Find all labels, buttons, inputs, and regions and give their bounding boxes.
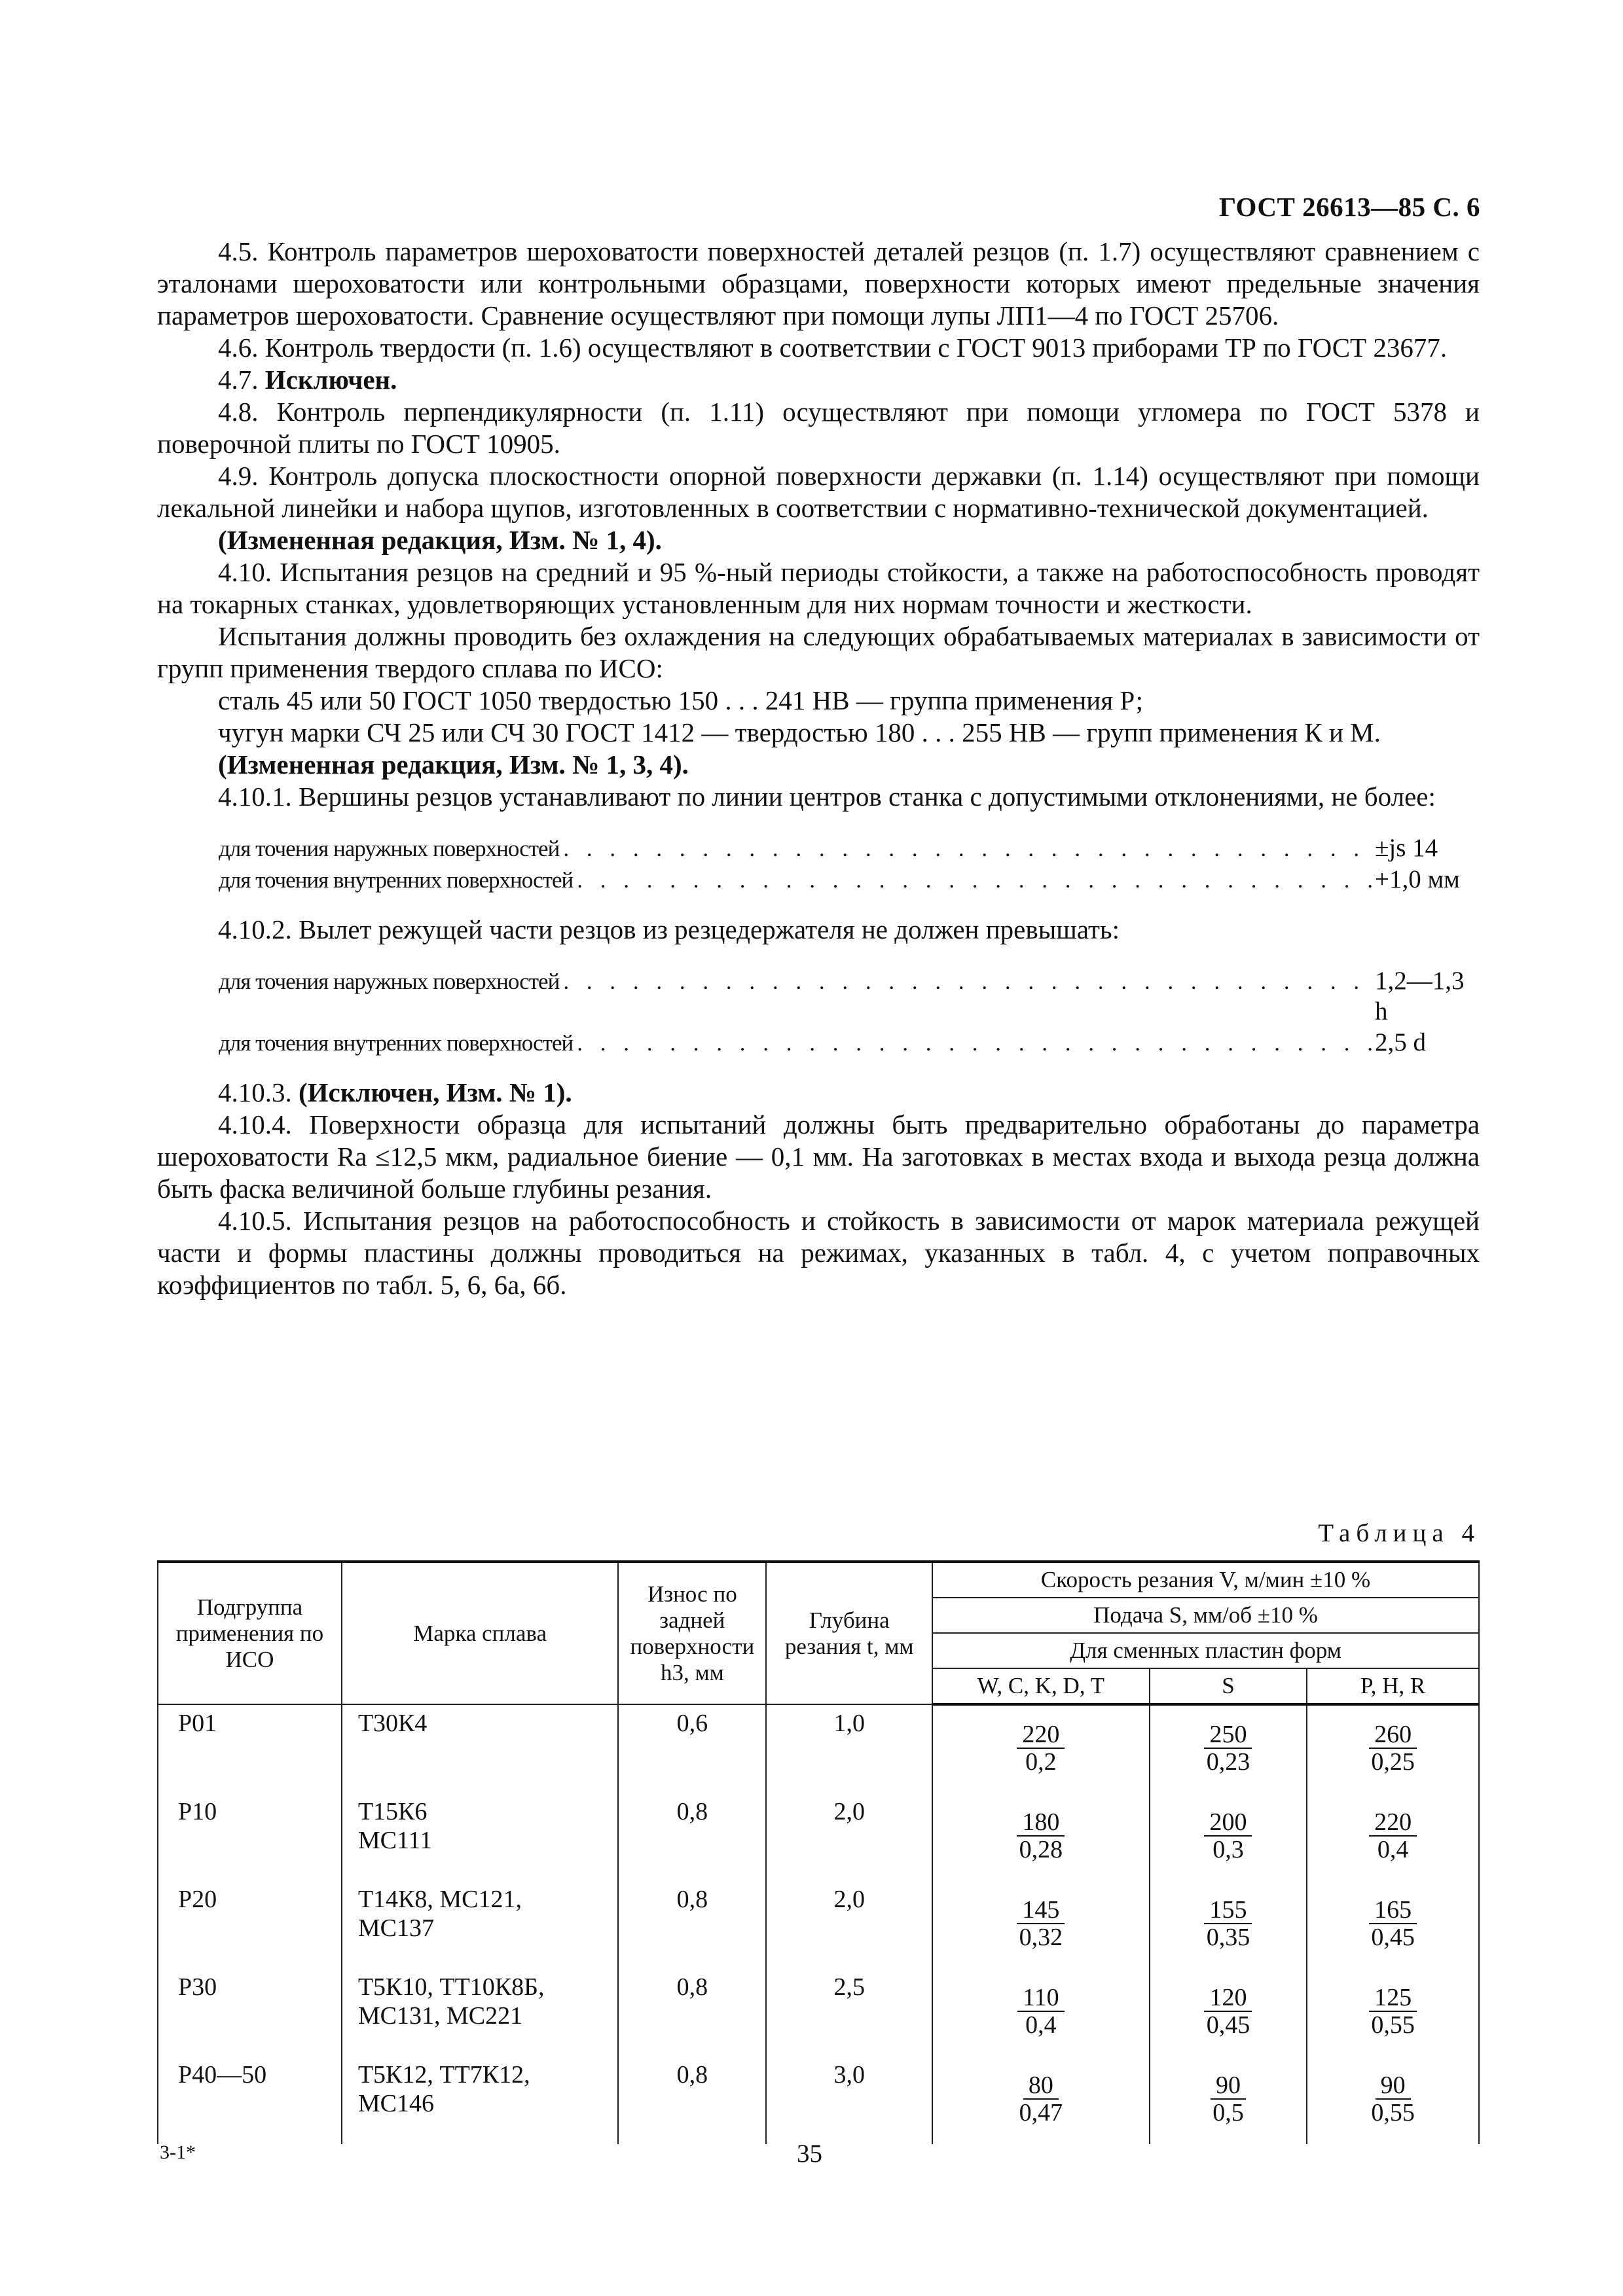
paragraph-4-10-3-status: (Исключен, Изм. № 1). (299, 1077, 572, 1107)
cell-subgroup: Р30 (158, 1969, 342, 2056)
paragraph-4-10-4: 4.10.4. Поверхности образца для испытаний должны быть предварительно обработаны до параметра шероховатости Ra ≤12,5 мкм, радиальное биение — 0,1 мм. На заготовках в местах входа и выхода резца должна быть фаска величиной больше глубины резания. (157, 1109, 1480, 1204)
cell-subgroup: Р01 (158, 1704, 342, 1793)
amendment-note-2 (157, 749, 1480, 781)
table-row (158, 1793, 1479, 1881)
cell-speed-feed (1150, 1793, 1307, 1881)
feed-value: 0,23 (1206, 1748, 1250, 1776)
speed-value: 110 (1017, 1984, 1065, 2012)
feed-value: 0,47 (1019, 2099, 1063, 2126)
header-subgroup: Подгруппа применения по ИСО (158, 1562, 342, 1704)
cell-speed-feed (932, 1881, 1150, 1969)
feed-value: 0,3 (1213, 1836, 1244, 1863)
paragraph-4-5: 4.5. Контроль параметров шероховатости поверхностей деталей резцов (п. 1.7) осуществляют сравнением с эталонами шероховатости или контрольными образцами, поверхности которых имеют предельные значения параметров шероховатости. Сравнение осуществляют при помощи лупы ЛП1—4 по ГОСТ 25706. (157, 236, 1480, 331)
speed-feed-fraction (1211, 2072, 1246, 2126)
overhang-list (219, 965, 1480, 1058)
speed-feed-fraction (1369, 1721, 1417, 1775)
cell-speed-feed (932, 2056, 1150, 2144)
speed-feed-fraction (1204, 1897, 1252, 1950)
paragraph-4-10-3-number: 4.10.3. (218, 1077, 292, 1107)
tolerance-value: ±js 14 (1375, 834, 1438, 862)
feed-value: 0,55 (1371, 2099, 1415, 2126)
header-form-s: S (1150, 1668, 1307, 1704)
document-header: ГОСТ 26613—85 С. 6 (1218, 192, 1480, 222)
cell-grade: Т30К4 (342, 1704, 619, 1793)
paragraph-4-10-cast-iron: чугун марки СЧ 25 или СЧ 30 ГОСТ 1412 — твердостью 180 . . . 255 НВ — групп применения К и М. (218, 717, 1381, 747)
cell-wear: 0,8 (618, 1793, 766, 1881)
overhang-value: 2,5 d (1375, 1028, 1426, 1056)
table-row (158, 1969, 1479, 2056)
speed-feed-fraction (1019, 2072, 1063, 2126)
speed-feed-fraction (1369, 1809, 1417, 1863)
cell-grade: Т14К8, МС121, МС137 (342, 1881, 619, 1969)
cell-depth: 1,0 (766, 1704, 932, 1793)
speed-feed-fraction (1204, 1984, 1252, 2038)
header-form-phr: P, H, R (1307, 1668, 1479, 1704)
header-speed: Скорость резания V, м/мин ±10 % (932, 1562, 1479, 1598)
cell-wear: 0,6 (618, 1704, 766, 1793)
speed-value: 220 (1369, 1809, 1417, 1837)
tolerance-value: +1,0 мм (1375, 865, 1460, 893)
table-row (158, 1704, 1479, 1793)
paragraph-4-10: 4.10. Испытания резцов на средний и 95 %-ный периоды стойкости, а также на работоспособность проводят на токарных станках, удовлетворяющих установленным для них нормам точности и жесткости. (157, 557, 1480, 619)
feed-value: 0,55 (1371, 2011, 1415, 2039)
cell-depth: 2,5 (766, 1969, 932, 2056)
speed-value: 200 (1204, 1809, 1252, 1837)
cell-grade: Т15К6 МС111 (342, 1793, 619, 1881)
header-feed: Подача S, мм/об ±10 % (932, 1598, 1479, 1633)
feed-value: 0,5 (1213, 2099, 1244, 2126)
cell-speed-feed (1150, 1704, 1307, 1793)
cell-depth: 2,0 (766, 1881, 932, 1969)
speed-value: 165 (1369, 1897, 1417, 1924)
page-number: 35 (797, 2140, 822, 2168)
speed-value: 180 (1017, 1809, 1065, 1837)
table-row (158, 1881, 1479, 1969)
speed-feed-fraction (1369, 1984, 1417, 2038)
overhang-value: 1,2—1,3 h (1375, 967, 1465, 1026)
amendment-note-1 (157, 524, 1480, 556)
paragraph-4-10-steel: сталь 45 или 50 ГОСТ 1050 твердостью 150 . . . 241 НВ — группа применения Р; (218, 685, 1144, 715)
tolerance-label: для точения внутренних поверхностей (219, 867, 574, 893)
table-body (158, 1704, 1479, 2144)
feed-value: 0,45 (1371, 1924, 1415, 1951)
feed-value: 0,2 (1025, 1748, 1057, 1776)
cell-speed-feed (1307, 1704, 1479, 1793)
leader-dots (573, 865, 1375, 895)
speed-value: 145 (1017, 1897, 1065, 1924)
cell-subgroup: Р10 (158, 1793, 342, 1881)
paragraph-4-10-1: 4.10.1. Вершины резцов устанавливают по линии центров станка с допустимыми отклонениями, не более: (218, 781, 1436, 812)
leader-dots (573, 1028, 1375, 1058)
speed-feed-fraction (1017, 1809, 1065, 1863)
header-depth: Глубина резания t, мм (766, 1562, 932, 1704)
cell-depth: 2,0 (766, 1793, 932, 1881)
cell-speed-feed (1307, 1793, 1479, 1881)
tolerance-label: для точения наружных поверхностей (219, 836, 560, 861)
feed-value: 0,4 (1025, 2011, 1057, 2039)
cell-depth: 3,0 (766, 2056, 932, 2144)
paragraph-4-9: 4.9. Контроль допуска плоскостности опорной поверхности державки (п. 1.14) осуществляют при помощи лекальной линейки и набора щупов, изготовленных в соответствии с нормативно-технической документацией. (157, 461, 1480, 523)
cell-speed-feed (932, 1793, 1150, 1881)
overhang-label: для точения внутренних поверхностей (219, 1030, 574, 1056)
cell-grade: Т5К12, ТТ7К12, МС146 (342, 2056, 619, 2144)
cell-wear: 0,8 (618, 2056, 766, 2144)
cutting-modes-table (157, 1560, 1480, 2144)
cell-speed-feed (1307, 1881, 1479, 1969)
paragraph-4-8: 4.8. Контроль перпендикулярности (п. 1.11) осуществляют при помощи угломера по ГОСТ 5378 и поверочной плиты по ГОСТ 10905. (157, 397, 1480, 459)
overhang-row (219, 1027, 1480, 1058)
header-form-wckdt: W, C, K, D, T (932, 1668, 1150, 1704)
cell-speed-feed (1150, 2056, 1307, 2144)
leader-dots (559, 833, 1375, 864)
speed-value: 90 (1211, 2072, 1246, 2100)
tolerance-row (219, 864, 1480, 895)
tolerance-list (219, 833, 1480, 895)
table-caption: Таблица 4 (1318, 1519, 1480, 1547)
paragraph-4-10-3 (157, 1077, 1480, 1109)
speed-feed-fraction (1369, 1897, 1417, 1950)
speed-feed-fraction (1204, 1721, 1252, 1775)
speed-value: 250 (1204, 1721, 1252, 1749)
speed-value: 125 (1369, 1984, 1417, 2012)
speed-value: 220 (1017, 1721, 1065, 1749)
leader-dots (559, 966, 1375, 997)
feed-value: 0,45 (1206, 2011, 1250, 2039)
paragraph-4-7 (157, 364, 1480, 396)
feed-value: 0,35 (1206, 1924, 1250, 1951)
overhang-row (219, 965, 1480, 1027)
speed-feed-fraction (1204, 1809, 1252, 1863)
speed-feed-fraction (1017, 1721, 1065, 1775)
paragraph-4-10-materials: Испытания должны проводить без охлаждения на следующих обрабатываемых материалах в зависимости от групп применения твердого сплава по ИСО: (157, 621, 1480, 683)
amendment-note-2-text: (Измененная редакция, Изм. № 1, 3, 4). (218, 749, 689, 780)
document-body (157, 236, 1480, 1301)
feed-value: 0,32 (1019, 1924, 1063, 1951)
header-grade: Марка сплава (342, 1562, 619, 1704)
amendment-note-1-text: (Измененная редакция, Изм. № 1, 4). (218, 525, 662, 555)
feed-value: 0,28 (1019, 1836, 1063, 1863)
paragraph-4-10-5: 4.10.5. Испытания резцов на работоспособность и стойкость в зависимости от марок материала режущей части и формы пластины должны проводиться на режимах, указанных в табл. 4, с учетом поправочных коэффициентов по табл. 5, 6, 6а, 6б. (157, 1206, 1480, 1300)
feed-value: 0,25 (1371, 1748, 1415, 1776)
paragraph-4-7-number: 4.7. (218, 365, 259, 395)
speed-feed-fraction (1017, 1897, 1065, 1950)
cell-speed-feed (1307, 2056, 1479, 2144)
tolerance-row (219, 833, 1480, 864)
cell-speed-feed (1150, 1969, 1307, 2056)
speed-value: 120 (1204, 1984, 1252, 2012)
paragraph-4-10-2: 4.10.2. Вылет режущей части резцов из резцедержателя не должен превышать: (218, 914, 1120, 944)
speed-value: 90 (1376, 2072, 1411, 2100)
table-row (158, 2056, 1479, 2144)
speed-value: 155 (1204, 1897, 1252, 1924)
cell-wear: 0,8 (618, 1881, 766, 1969)
cell-grade: Т5К10, ТТ10К8Б, МС131, МС221 (342, 1969, 619, 2056)
footer-code: 3-1* (160, 2142, 196, 2163)
header-inserts: Для сменных пластин форм (932, 1633, 1479, 1668)
cell-speed-feed (932, 1704, 1150, 1793)
speed-feed-fraction (1017, 1984, 1065, 2038)
speed-feed-fraction (1371, 2072, 1415, 2126)
overhang-label: для точения наружных поверхностей (219, 969, 560, 994)
header-wear: Износ по задней поверхности h3, мм (618, 1562, 766, 1704)
cell-wear: 0,8 (618, 1969, 766, 2056)
paragraph-4-6: 4.6. Контроль твердости (п. 1.6) осуществляют в соответствии с ГОСТ 9013 приборами ТР по ГОСТ 23677. (218, 332, 1448, 363)
feed-value: 0,4 (1377, 1836, 1409, 1863)
speed-value: 80 (1023, 2072, 1059, 2100)
cell-subgroup: Р20 (158, 1881, 342, 1969)
cell-speed-feed (932, 1969, 1150, 2056)
cell-speed-feed (1150, 1881, 1307, 1969)
cell-speed-feed (1307, 1969, 1479, 2056)
speed-value: 260 (1369, 1721, 1417, 1749)
cell-subgroup: Р40—50 (158, 2056, 342, 2144)
paragraph-4-7-status: Исключен. (264, 365, 397, 395)
